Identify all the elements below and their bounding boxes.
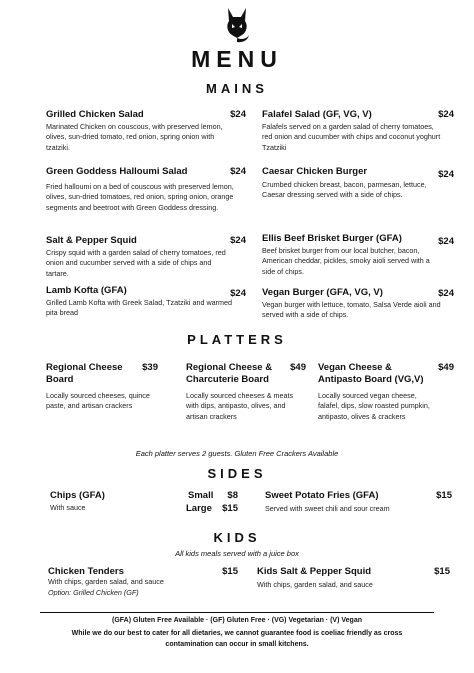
item-name: Chips (GFA)	[50, 490, 105, 501]
footer-divider	[40, 612, 434, 613]
size-label-small: Small	[188, 490, 214, 501]
item-name: Chicken Tenders	[48, 566, 124, 577]
disclaimer-line-1: While we do our best to cater for all dietaries, we cannot guarantee food is coeliac friendly as cross	[71, 630, 403, 637]
item-price: $24	[230, 166, 246, 177]
dietary-legend: (GFA) Gluten Free Available · (GF) Gluten Free · (VG) Vegetarian · (V) Vegan	[112, 617, 362, 624]
section-title-sides: SIDES	[207, 466, 267, 481]
item-description: With sauce	[50, 503, 86, 512]
item-name: Green Goddess Halloumi Salad	[46, 166, 188, 177]
platter-description: Locally sourced cheeses & meats with dips, antipasto, olives, and artisan crackers	[186, 391, 294, 421]
item-price: $24	[230, 235, 246, 246]
item-price: $24	[438, 109, 454, 120]
item-description: Vegan burger with lettuce, tomato, Salsa Verde aioli and served with a side of chips.	[262, 300, 441, 320]
item-option: Option: Grilled Chicken (GF)	[48, 588, 139, 597]
item-price: $15	[436, 490, 452, 501]
item-name: Caesar Chicken Burger	[262, 166, 368, 177]
menu-title: MENU	[191, 46, 283, 72]
disclaimer-line-2: contamination can occur in small kitchens.	[165, 641, 309, 648]
item-description: Beef brisket burger from our local butcher, bacon, American cheddar, pickles, smoky aioli served with a side of chips.	[262, 246, 430, 276]
item-name: Falafel Salad (GF, VG, V)	[262, 109, 372, 120]
platter-name: Charcuterie Board	[186, 374, 269, 385]
platter-price: $49	[438, 362, 454, 373]
item-price: $24	[438, 169, 454, 180]
item-description: Falafels served on a garden salad of cherry tomatoes, red onion and cucumber with chips and coconut yoghurt Tzatziki	[262, 122, 441, 152]
item-description: Marinated Chicken on couscous, with preserved lemon, olives, sun-dried tomato, red onion, spring onion with tzatziki.	[46, 122, 223, 152]
item-description: Served with sweet chili and sour cream	[265, 504, 390, 513]
item-price: $15	[434, 566, 450, 577]
size-price-large: $15	[222, 503, 238, 514]
item-price: $24	[438, 288, 454, 299]
kids-note: All kids meals served with a juice box	[175, 549, 299, 558]
item-price: $24	[438, 236, 454, 247]
platter-name: Regional Cheese &	[186, 362, 273, 373]
item-name: Sweet Potato Fries (GFA)	[265, 490, 379, 501]
item-name: Ellis Beef Brisket Burger (GFA)	[262, 233, 402, 244]
item-price: $24	[230, 109, 246, 120]
item-name: Salt & Pepper Squid	[46, 235, 137, 246]
item-price: $15	[222, 566, 238, 577]
item-name: Lamb Kofta (GFA)	[46, 285, 127, 296]
size-price-small: $8	[227, 490, 238, 501]
section-title-kids: KIDS	[213, 530, 261, 545]
section-title-platters: PLATTERS	[187, 332, 287, 347]
fox-logo-icon	[222, 4, 252, 44]
item-description: With chips, garden salad, and sauce	[257, 580, 373, 589]
platter-name: Antipasto Board (VG,V)	[318, 374, 424, 385]
item-name: Vegan Burger (GFA, VG, V)	[262, 287, 383, 298]
item-description: Crumbed chicken breast, bacon, parmesan, lettuce, Caesar dressing served with a side of chips.	[262, 180, 427, 200]
item-description: Crispy squid with a garden salad of cherry tomatoes, red onion and cucumber served with a side of chips and tartare.	[46, 248, 226, 278]
platter-name: Regional Cheese	[46, 362, 123, 373]
item-name: Kids Salt & Pepper Squid	[257, 566, 372, 577]
item-price: $24	[230, 288, 246, 299]
item-description: With chips, garden salad, and sauce	[48, 577, 164, 586]
item-description: Grilled Lamb Kofta with Greek Salad, Tzatziki and warmed pita bread	[46, 298, 233, 318]
item-description: Fried halloumi on a bed of couscous with preserved lemon, olives, sun-dried tomatoes, red onion, spring onion, orange segments and beetroot with Green Goddess dressing.	[46, 182, 234, 212]
section-title-mains: MAINS	[206, 81, 268, 96]
item-name: Grilled Chicken Salad	[46, 109, 144, 120]
platter-description: Locally sourced vegan cheese, falafel, dips, slow roasted pumpkin, antipasto, olives & crackers	[318, 391, 430, 421]
platter-name: Board	[46, 374, 74, 385]
platter-price: $49	[290, 362, 306, 373]
platter-description: Locally sourced cheeses, quince paste, and artisan crackers	[46, 391, 150, 411]
platter-name: Vegan Cheese &	[318, 362, 392, 373]
platter-note: Each platter serves 2 guests. Gluten Free Crackers Available	[135, 449, 339, 458]
platter-price: $39	[142, 362, 158, 373]
size-label-large: Large	[186, 503, 212, 514]
